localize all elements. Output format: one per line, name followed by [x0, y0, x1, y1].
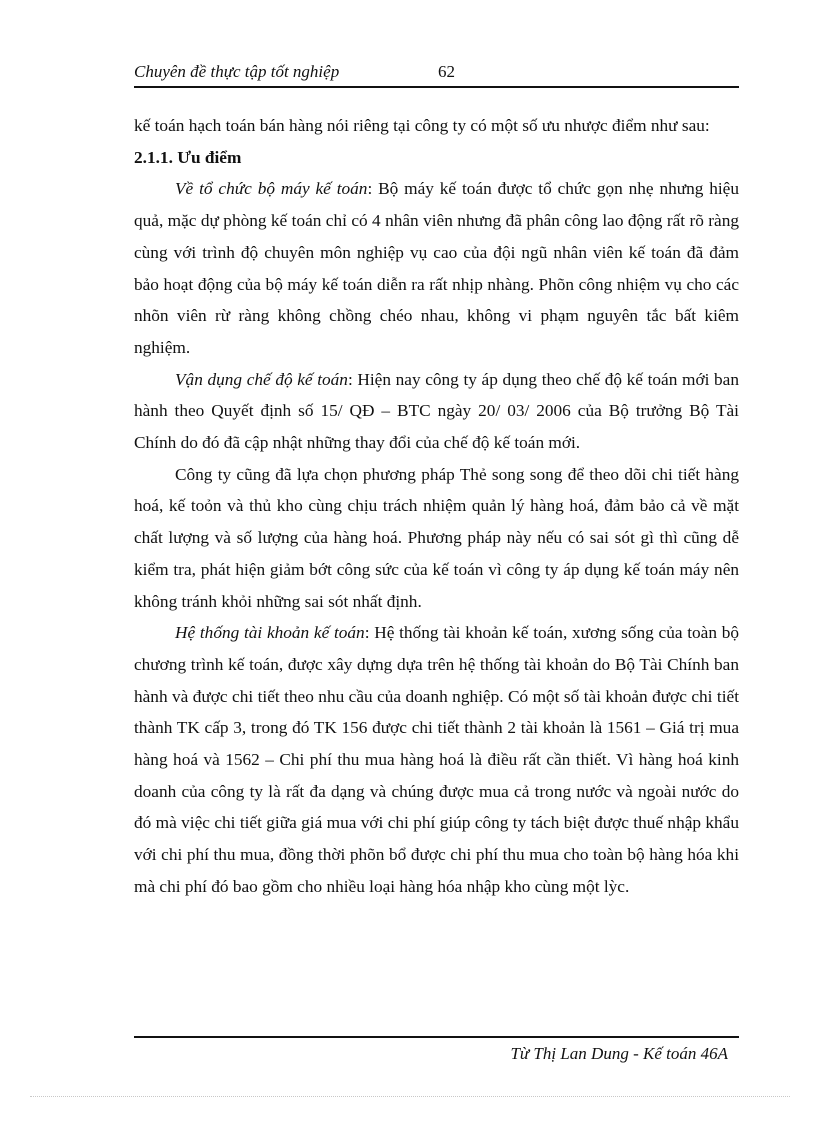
section-heading: 2.1.1. Ưu điểm — [134, 147, 242, 167]
page-header — [134, 60, 739, 88]
paragraph-organization — [134, 173, 739, 363]
paragraph-method: Công ty cũng đã lựa chọn phương pháp Thẻ song song để theo dõi chi tiết hàng hoá, kế toỏn và thủ kho cùng chịu trách nhiệm quản lý hàng hoá, đảm bảo cả về mặt chất lượng và số lượng của hàng hoá. Phương pháp này nếu có sai sót gì thì cũng dễ kiểm tra, phát hiện giảm bớt công sức của kế toán vì công ty áp dụng kế toán máy nên không tránh khỏi những sai sót nhất định. — [134, 464, 739, 611]
paragraph-text: : Bộ máy kế toán được tổ chức gọn nhẹ nhưng hiệu quả, mặc dự phòng kế toán chỉ có 4 nhân viên nhưng đã phân công lao động rất rõ ràng cùng với trình độ chuyên môn nghiệp vụ cao của đội ngũ nhân viên kế toán đã đảm bảo hoạt động của bộ máy kế toán diễn ra rất nhịp nhàng. Phõn công nhiệm vụ cho các nhõn viên rừ ràng không chồng chéo nhau, không vi phạm nguyên tắc bất kiêm nghiệm. — [134, 179, 739, 357]
paragraph-lead: Về tổ chức bộ máy kế toán — [175, 179, 368, 199]
paragraph-text: : Hệ thống tài khoản kế toán, xương sống của toàn bộ chương trình kế toán, được xây dựng dựa trên hệ thống tài khoản do Bộ Tài Chính ban hành và được chi tiết theo nhu cầu của doanh nghiệp. Có một số tài khoản được chi tiết thành TK cấp 3, trong đó TK 156 được chi tiết thành 2 tài khoản là 1561 – Giá trị mua hàng hoá và 1562 – Chi phí thu mua hàng hoá là điều rất cần thiết. Vì hàng hoá kinh doanh của công ty là rất đa dạng và chúng được mua cả trong nước và ngoài nước do đó mà việc chi tiết giữa giá mua với chi phí giúp công ty tách biệt được thuế nhập khẩu với chi phí thu mua, đồng thời phõn bổ được chi phí thu mua cho toàn bộ hàng hóa khi mà chi phí đó bao gồm cho nhiều loại hàng hóa nhập kho cùng một lỳc. — [134, 623, 739, 896]
paragraph-accounts — [134, 617, 739, 902]
footer-divider — [134, 1036, 739, 1038]
intro-paragraph: kế toán hạch toán bán hàng nói riêng tại công ty có một số ưu nhược điểm như sau: — [134, 116, 710, 135]
paragraph-lead: Vận dụng chế độ kế toán — [175, 369, 348, 389]
paragraph-regime — [134, 364, 739, 459]
page-number: 62 — [438, 62, 455, 81]
footer-author: Từ Thị Lan Dung - Kế toán 46A — [510, 1044, 728, 1063]
header-title: Chuyên đề thực tập tốt nghiệp — [134, 62, 340, 81]
paragraph-lead: Hệ thống tài khoản kế toán — [175, 623, 365, 643]
paragraph-text: : Hiện nay công ty áp dụng theo chế độ kế toán mới ban hành theo Quyết định số 15/ QĐ – BTC ngày 20/ 03/ 2006 của Bộ trưởng Bộ Tài Chính do đó đã cập nhật những thay đổi của chế độ kế toán mới. — [134, 369, 739, 453]
body-text — [134, 110, 739, 903]
page-bottom-dotted-line — [30, 1096, 790, 1097]
